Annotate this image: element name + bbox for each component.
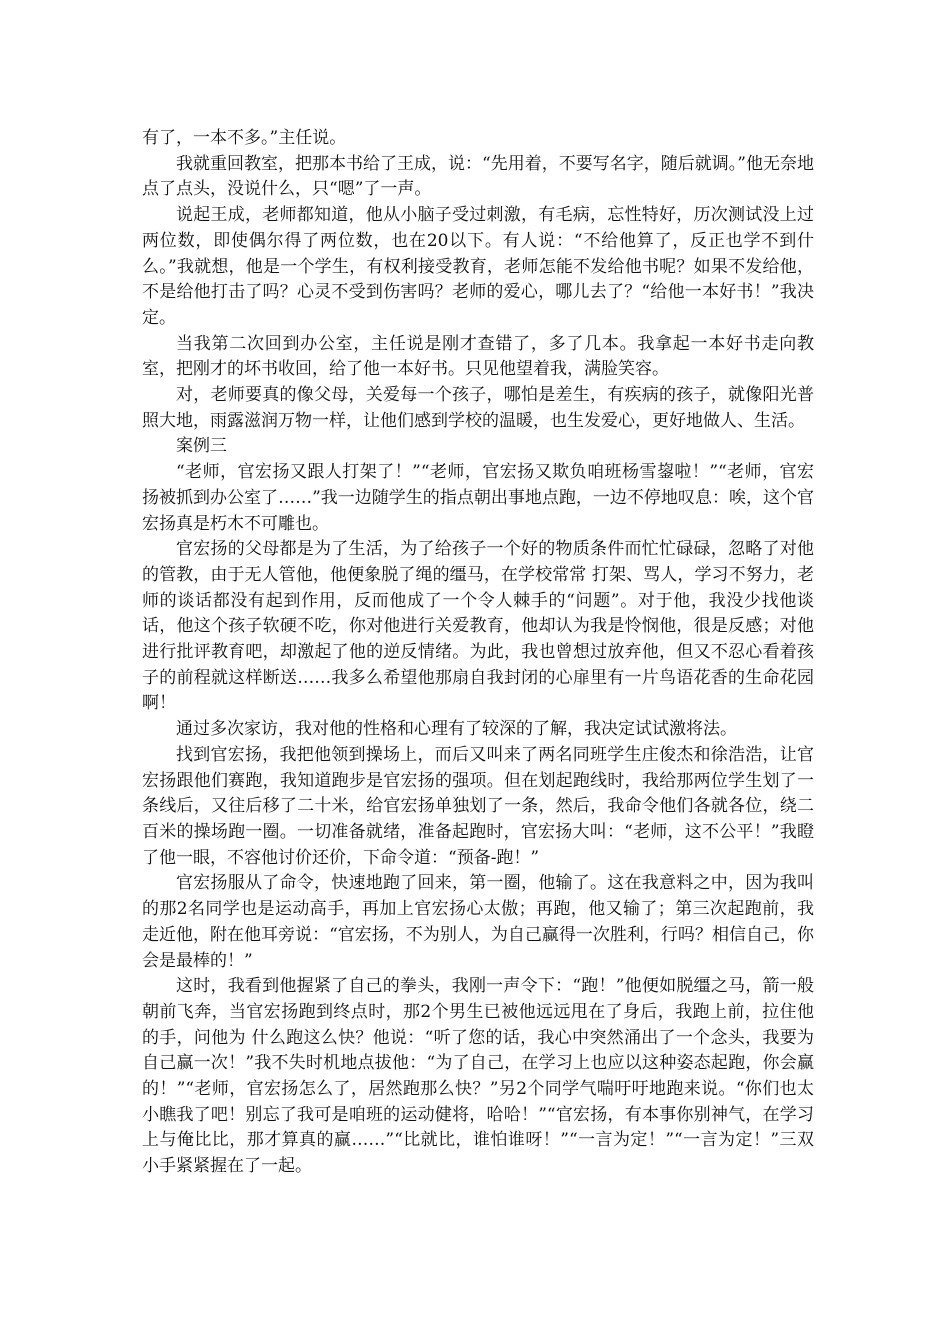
paragraph: 对，老师要真的像父母，关爱每一个孩子，哪怕是差生，有疾病的孩子，就像阳光普照大地，雨露滋润万物一样，让他们感到学校的温暖，也生发爱心，更好地做人、生活。 — [142, 385, 814, 431]
paragraph: 说起王成，老师都知道，他从小脑子受过刺激，有毛病，忘性特好，历次测试没上过两位数，即使偶尔得了两位数，也在20以下。有人说：“不给他算了，反正也学不到什么。”我就想，他是一个学生，有权利接受教育，老师怎能不发给他书呢？如果不发给他，不是给他打击了吗？心灵不受到伤害吗？老师的爱心，哪儿去了？“给他一本好书！”我决定。 — [142, 205, 814, 328]
paragraph: 找到官宏扬，我把他领到操场上，而后又叫来了两名同班学生庄俊杰和徐浩浩，让官宏扬跟他们赛跑，我知道跑步是官宏扬的强项。但在划起跑线时，我给那两位学生划了一条线后，又往后移了二十米，给官宏扬单独划了一条，然后，我命令他们各就各位，绕二百米的操场跑一圈。一切准备就绪，准备起跑时，官宏扬大叫：“老师，这不公平！”我瞪了他一眼，不容他讨价还价，下命令道：“预备-跑！” — [142, 744, 814, 868]
section-heading: 案例三 — [176, 436, 227, 457]
paragraph: 官宏扬服从了命令，快速地跑了回来，第一圈，他输了。这在我意料之中，因为我叫的那2名同学也是运动高手，再加上官宏扬心太傲；再跑，他又输了；第三次起跑前，我走近他，附在他耳旁说：“官宏扬，不为别人，为自己赢得一次胜利，行吗？相信自己，你会是最棒的！” — [142, 873, 814, 971]
paragraph-continuation: 有了，一本不多。”主任说。 — [142, 128, 347, 148]
paragraph: 这时，我看到他握紧了自己的拳头，我刚一声令下：“跑！”他便如脱缰之马，箭一般朝前飞奔，当官宏扬跑到终点时，那2个男生已被他远远甩在了身后，我跑上前，拉住他的手，问他为 什么跑这么快？他说：“听了您的话，我心中突然涌出了一个念头，我要为自己赢一次！”我不失时机地点拔他：“为了自己，在学习上也应以这种姿态起跑，你会赢的！”“老师，官宏扬怎么了，居然跑那么快？”另2个同学气喘吁吁地跑来说。“你们也太小瞧我了吧！别忘了我可是咱班的运动健将，哈哈！”“官宏扬，有本事你别神气，在学习上与俺比比，那才算真的赢……”“比就比，谁怕谁呀！”“一言为定！”“一言为定！”三双小手紧紧握在了一起。 — [142, 976, 814, 1177]
paragraph: 当我第二次回到办公室，主任说是刚才查错了，多了几本。我拿起一本好书走向教室，把刚才的坏书收回，给了他一本好书。只见他望着我，满脸笑容。 — [142, 333, 814, 380]
paragraph: 官宏扬的父母都是为了生活，为了给孩子一个好的物质条件而忙忙碌碌，忽略了对他的管教，由于无人管他，他便象脱了绳的缰马，在学校常常 打架、骂人，学习不努力，老师的谈话都没有起到作用，反而他成了一个令人棘手的“问题”。对于他，我没少找他谈话，他这个孩子软硬不吃，你对他进行关爱教育，他却认为我是怜悯他，很是反感；对他进行批评教育吧，却激起了他的逆反情绪。为此，我也曾想过放弃他，但又不忍心看着孩子的前程就这样断送……我多么希望他那扇自我封闭的心扉里有一片鸟语花香的生命花园啊！ — [142, 539, 814, 714]
paragraph: “老师，官宏扬又跟人打架了！”“老师，官宏扬又欺负咱班杨雪鋆啦！”“老师，官宏扬被抓到办公室了……”我一边随学生的指点朝出事地点跑，一边不停地叹息：唉，这个官宏扬真是朽木不可雕也。 — [142, 462, 814, 534]
document-page — [142, 126, 814, 1180]
paragraph: 我就重回教室，把那本书给了王成，说：“先用着，不要写名字，随后就调。”他无奈地点了点头，没说什么，只“嗯”了一声。 — [142, 153, 814, 200]
paragraph: 通过多次家访，我对他的性格和心理有了较深的了解，我决定试试激将法。 — [176, 719, 737, 740]
